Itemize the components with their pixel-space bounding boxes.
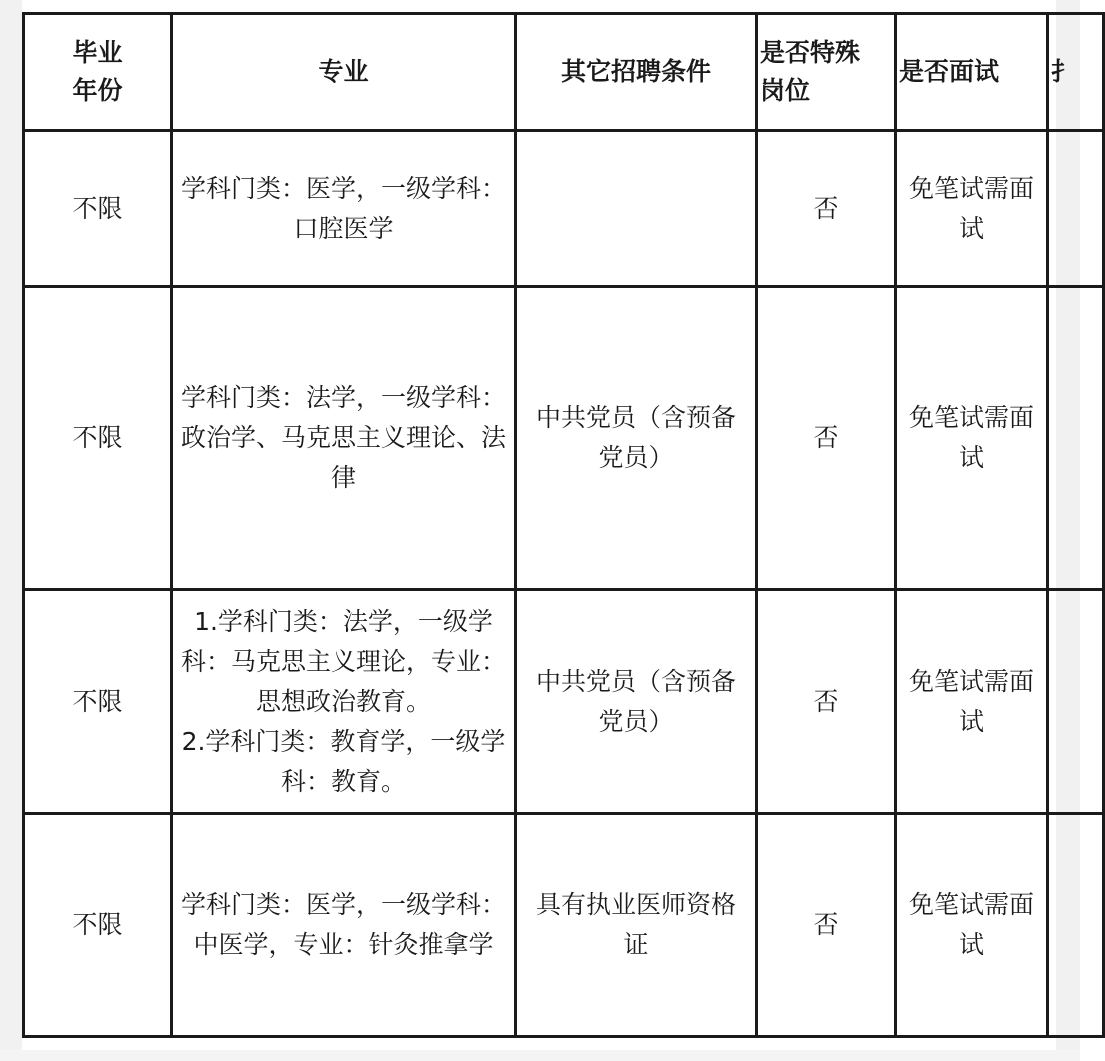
cell-major-text: 学科门类：医学，一级学科：中医学，专业：针灸推拿学 xyxy=(181,890,507,959)
cell-major xyxy=(172,814,516,1037)
table-header-row xyxy=(24,14,1104,131)
left-margin xyxy=(0,0,22,1061)
table-row xyxy=(24,287,1104,590)
header-special-position: 是否特殊 岗位 xyxy=(757,14,896,131)
cell-special: 否 xyxy=(757,131,896,287)
cell-interview-text: 免笔试需面试 xyxy=(908,403,1034,472)
cell-truncated xyxy=(1048,131,1104,287)
cell-interview-text: 免笔试需面试 xyxy=(908,666,1034,736)
cell-major-text: 学科门类：医学，一级学科：口腔医学 xyxy=(181,173,507,243)
cell-special: 否 xyxy=(757,814,896,1037)
cell-year: 不限 xyxy=(24,131,172,287)
cell-interview xyxy=(896,287,1048,590)
table-row xyxy=(24,590,1104,814)
cell-major-text: 1.学科门类：法学，一级学科：马克思主义理论，专业：思想政治教育。 2.学科门类：教育学，一级学科：教育。 xyxy=(181,606,507,796)
cell-year: 不限 xyxy=(24,590,172,814)
cell-interview-text: 免笔试需面试 xyxy=(908,173,1034,243)
cell-year: 不限 xyxy=(24,814,172,1037)
cell-truncated xyxy=(1048,814,1104,1037)
cell-conditions-text: 具有执业医师资格证 xyxy=(535,890,736,959)
cell-interview-text: 免笔试需面试 xyxy=(908,890,1034,959)
table-row xyxy=(24,814,1104,1037)
cell-interview xyxy=(896,590,1048,814)
cell-interview xyxy=(896,814,1048,1037)
cell-truncated xyxy=(1048,590,1104,814)
cell-interview xyxy=(896,131,1048,287)
cell-year: 不限 xyxy=(24,287,172,590)
header-truncated: 扌 xyxy=(1048,14,1104,131)
cell-conditions xyxy=(516,814,757,1037)
cell-major xyxy=(172,131,516,287)
cell-major-text: 学科门类：法学，一级学科：政治学、马克思主义理论、法律 xyxy=(181,383,507,492)
cell-major xyxy=(172,287,516,590)
table-viewport[interactable] xyxy=(22,0,1077,1050)
header-graduation-year: 毕业 年份 xyxy=(24,14,172,131)
header-other-conditions: 其它招聘条件 xyxy=(516,14,757,131)
bottom-margin xyxy=(0,1049,1080,1061)
cell-special: 否 xyxy=(757,287,896,590)
cell-conditions xyxy=(516,287,757,590)
cell-conditions xyxy=(516,590,757,814)
header-major: 专业 xyxy=(172,14,516,131)
cell-truncated xyxy=(1048,287,1104,590)
cell-conditions xyxy=(516,131,757,287)
table-row xyxy=(24,131,1104,287)
cell-conditions-text: 中共党员（含预备党员） xyxy=(535,666,736,736)
recruitment-table xyxy=(22,12,1105,1038)
cell-special: 否 xyxy=(757,590,896,814)
cell-conditions-text: 中共党员（含预备党员） xyxy=(535,403,736,472)
header-interview: 是否面试 xyxy=(896,14,1048,131)
cell-major xyxy=(172,590,516,814)
